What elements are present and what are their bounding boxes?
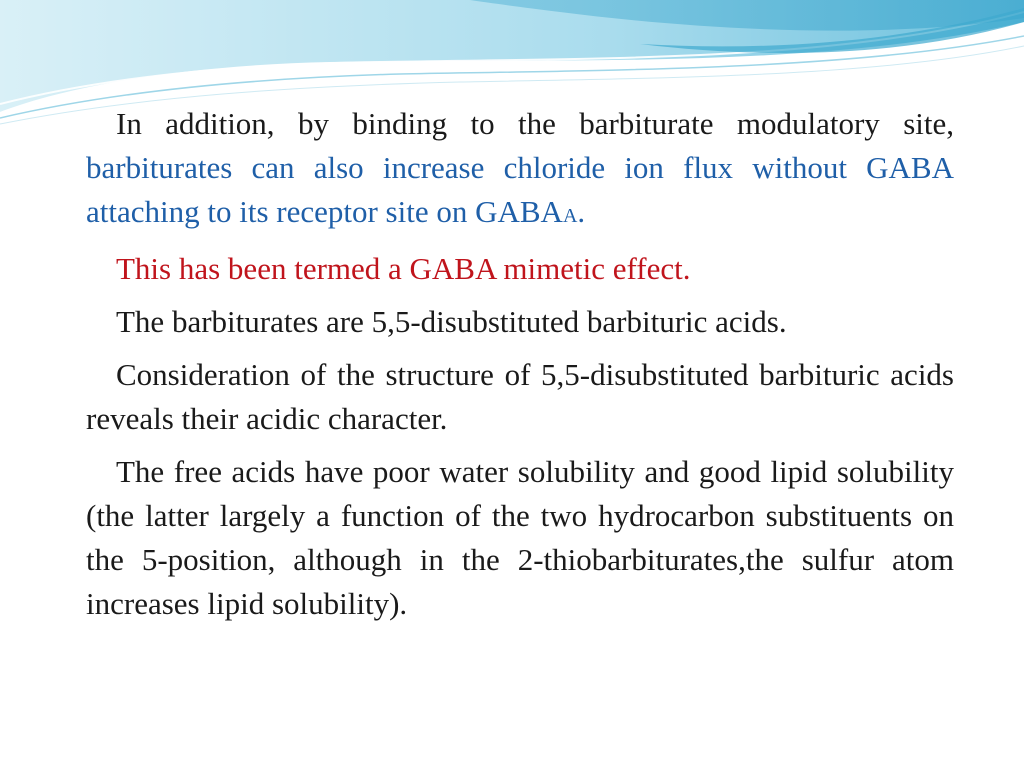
paragraph-gaba-modulatory-site xyxy=(86,102,954,238)
p1-text-blue: barbiturates can also increase chloride ion flux without GABA attaching to its receptor site on GABA xyxy=(86,150,954,229)
p1-end: . xyxy=(577,194,586,229)
slide-body xyxy=(86,102,954,635)
p1-subscript: A xyxy=(562,205,578,227)
paragraph-solubility: The free acids have poor water solubility and good lipid solubility (the latter largely a function of the two hydrocarbon substituents on the 5-position, although in the 2-thiobarbiturates,the sulfur atom increases lipid solubility). xyxy=(86,454,954,621)
p1-text-black: In addition, by binding to the barbiturate modulatory site, xyxy=(116,106,954,141)
paragraph-acidic-character: Consideration of the structure of 5,5-disubstituted barbituric acids reveals their acidic character. xyxy=(86,357,954,436)
paragraph-gaba-mimetic: This has been termed a GABA mimetic effect. xyxy=(116,251,691,286)
paragraph-disubstituted: The barbiturates are 5,5-disubstituted barbituric acids. xyxy=(116,304,787,339)
